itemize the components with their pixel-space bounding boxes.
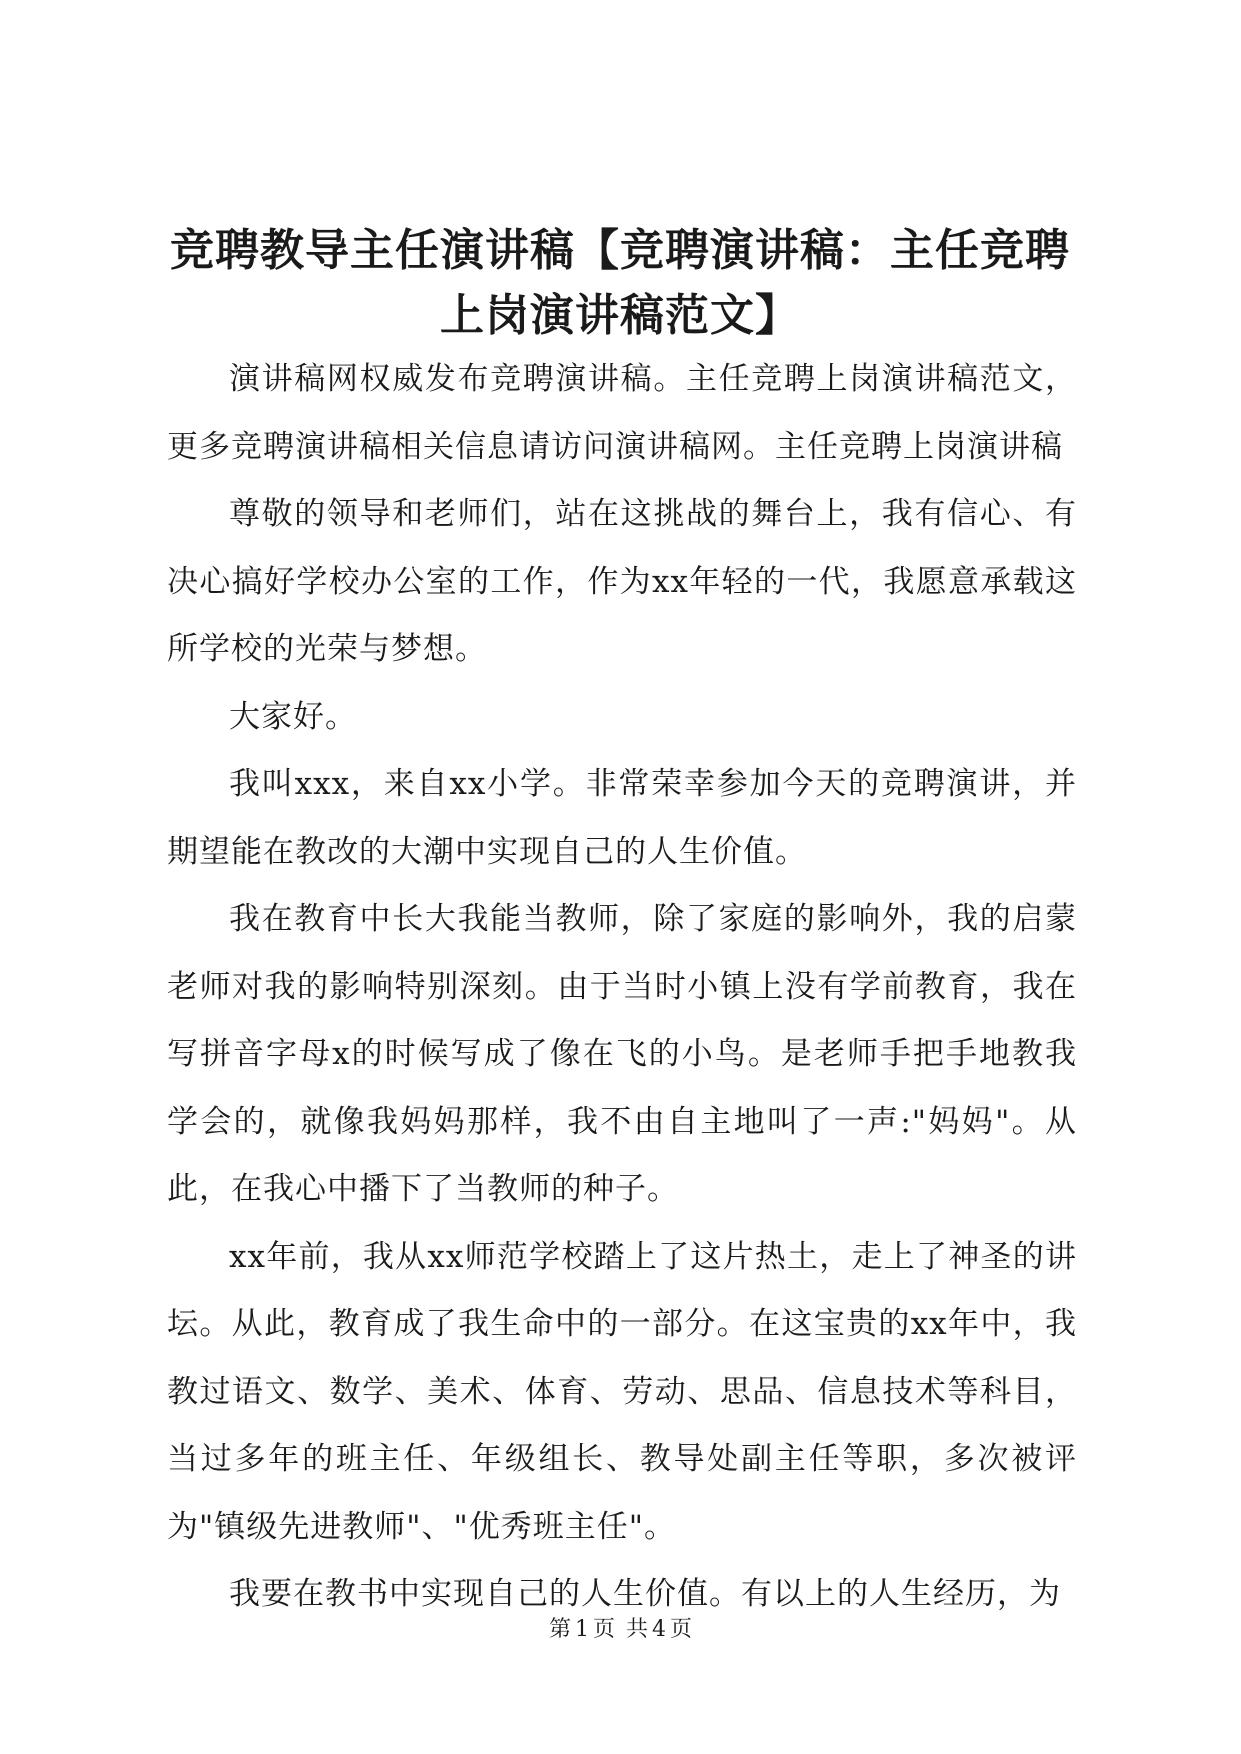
page-unit: 页 [592, 1617, 615, 1642]
title-line-2: 上岗演讲稿范文】 [440, 290, 800, 341]
total-unit: 页 [670, 1617, 693, 1642]
page-current: 1 [574, 1617, 589, 1642]
page-title [160, 218, 1080, 348]
paragraph: 大家好。 [229, 698, 357, 735]
title-line-1: 竞聘教导主任演讲稿【竞聘演讲稿：主任竞聘 [170, 225, 1070, 276]
page-total: 4 [652, 1617, 667, 1642]
paragraph: 我要在教书中实现自己的人生价值。有以上的人生经历，为 [229, 1576, 1061, 1612]
page-label: 第 [548, 1617, 571, 1642]
paragraph: 尊敬的领导和老师们，站在这挑战的舞台上，我有信心、有决心搞好学校办公室的工作，作为xx年轻的一代，我愿意承载这所学校的光荣与梦想。 [167, 496, 1077, 667]
paragraph: 我叫xxx，来自xx小学。非常荣幸参加今天的竞聘演讲，并期望能在教改的大潮中实现自己的人生价值。 [167, 766, 1077, 870]
page-footer [0, 1615, 1241, 1645]
document-body [167, 346, 1077, 1629]
paragraph: 演讲稿网权威发布竞聘演讲稿。主任竞聘上岗演讲稿范文，更多竞聘演讲稿相关信息请访问演讲稿网。主任竞聘上岗演讲稿 [167, 361, 1077, 465]
paragraph: xx年前，我从xx师范学校踏上了这片热土，走上了神圣的讲坛。从此，教育成了我生命中的一部分。在这宝贵的xx年中，我教过语文、数学、美术、体育、劳动、思品、信息技术等科目，当过多年的班主任、年级组长、教导处副主任等职，多次被评为"镇级先进教师"、"优秀班主任"。 [167, 1238, 1077, 1545]
paragraph: 我在教育中长大我能当教师，除了家庭的影响外，我的启蒙老师对我的影响特别深刻。由于当时小镇上没有学前教育，我在写拼音字母x的时候写成了像在飞的小鸟。是老师手把手地教我学会的，就像我妈妈那样，我不由自主地叫了一声:"妈妈"。从此，在我心中播下了当教师的种子。 [167, 901, 1077, 1207]
total-label: 共 [626, 1617, 649, 1642]
